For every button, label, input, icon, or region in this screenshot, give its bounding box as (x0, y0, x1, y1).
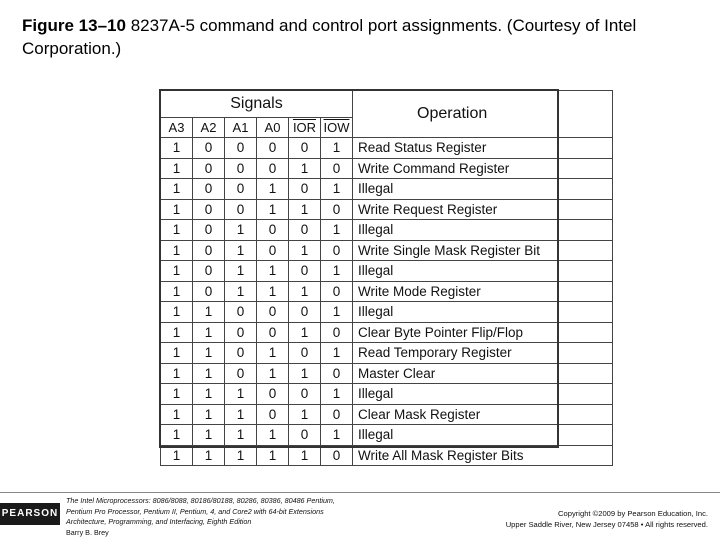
book-line: Architecture, Programming, and Interfacing, Eighth Edition (66, 517, 252, 526)
bit-cell: 1 (161, 138, 193, 159)
bit-cell: 1 (193, 404, 225, 425)
bit-cell: 1 (225, 240, 257, 261)
bit-cell: 1 (289, 240, 321, 261)
bit-cell: 1 (193, 343, 225, 364)
bit-cell: 1 (257, 425, 289, 446)
bit-cell: 1 (257, 445, 289, 466)
table-row (161, 363, 613, 384)
operation-cell: Write Single Mask Register Bit (353, 240, 613, 261)
bit-cell: 0 (289, 343, 321, 364)
bit-cell: 0 (193, 199, 225, 220)
bit-cell: 1 (193, 363, 225, 384)
table-row (161, 158, 613, 179)
bit-cell: 0 (225, 363, 257, 384)
table-row (161, 179, 613, 200)
bit-cell: 1 (321, 302, 353, 323)
bit-cell: 1 (321, 384, 353, 405)
bit-cell: 1 (257, 199, 289, 220)
bit-cell: 1 (193, 322, 225, 343)
bit-cell: 0 (193, 179, 225, 200)
bit-cell: 1 (193, 384, 225, 405)
bit-cell: 0 (289, 220, 321, 241)
table-row (161, 240, 613, 261)
table-row (161, 445, 613, 466)
bit-cell: 1 (321, 220, 353, 241)
bit-cell: 1 (161, 179, 193, 200)
bit-cell: 0 (225, 343, 257, 364)
operation-cell: Illegal (353, 220, 613, 241)
bit-cell: 0 (289, 302, 321, 323)
bit-cell: 0 (225, 138, 257, 159)
operation-cell: Illegal (353, 425, 613, 446)
bit-cell: 1 (321, 138, 353, 159)
operation-cell: Write Mode Register (353, 281, 613, 302)
operation-cell: Illegal (353, 302, 613, 323)
bit-cell: 0 (289, 425, 321, 446)
table-row (161, 404, 613, 425)
operation-header: Operation (353, 91, 613, 138)
bit-cell: 0 (225, 179, 257, 200)
bit-cell: 0 (193, 281, 225, 302)
bit-cell: 1 (161, 445, 193, 466)
bit-cell: 0 (225, 302, 257, 323)
bit-cell: 1 (161, 363, 193, 384)
copyright-line: Upper Saddle River, New Jersey 07458 • All rights reserved. (505, 520, 708, 529)
bit-cell: 1 (321, 343, 353, 364)
bit-cell: 0 (225, 322, 257, 343)
bit-cell: 0 (257, 302, 289, 323)
operation-cell: Write Request Register (353, 199, 613, 220)
bit-cell: 1 (289, 281, 321, 302)
operation-cell: Clear Mask Register (353, 404, 613, 425)
column-header-a2: A2 (193, 118, 225, 138)
bit-cell: 0 (257, 240, 289, 261)
bit-cell: 0 (257, 322, 289, 343)
bit-cell: 0 (289, 384, 321, 405)
bit-cell: 0 (321, 158, 353, 179)
bit-cell: 1 (257, 281, 289, 302)
bit-cell: 1 (289, 158, 321, 179)
table-row (161, 425, 613, 446)
table-row (161, 384, 613, 405)
table-row (161, 199, 613, 220)
book-author: Barry B. Brey (66, 527, 109, 537)
copyright-line: Copyright ©2009 by Pearson Education, Inc. (558, 509, 708, 518)
bit-cell: 0 (193, 240, 225, 261)
bit-cell: 1 (257, 343, 289, 364)
signals-header: Signals (161, 91, 353, 118)
column-header-iow: $\overline{IOW}$ (321, 118, 353, 138)
bit-cell: 0 (321, 240, 353, 261)
bit-cell: 0 (193, 220, 225, 241)
bit-cell: 1 (161, 158, 193, 179)
bit-cell: 0 (257, 384, 289, 405)
bit-cell: 1 (193, 302, 225, 323)
bit-cell: 1 (289, 363, 321, 384)
bit-cell: 1 (225, 425, 257, 446)
column-header-a1: A1 (225, 118, 257, 138)
operation-cell: Write All Mask Register Bits (353, 445, 613, 466)
footer-divider (0, 492, 720, 493)
bit-cell: 1 (161, 425, 193, 446)
pearson-logo: PEARSON (0, 503, 60, 525)
bit-cell: 0 (257, 158, 289, 179)
figure-title (22, 14, 702, 60)
bit-cell: 1 (161, 343, 193, 364)
table-row (161, 343, 613, 364)
table-row (161, 302, 613, 323)
bit-cell: 0 (257, 404, 289, 425)
bit-cell: 0 (225, 199, 257, 220)
bit-cell: 0 (193, 261, 225, 282)
bit-cell: 1 (289, 322, 321, 343)
bit-cell: 1 (193, 445, 225, 466)
table-row (161, 322, 613, 343)
bit-cell: 1 (225, 281, 257, 302)
operation-cell: Illegal (353, 384, 613, 405)
bit-cell: 1 (193, 425, 225, 446)
bit-cell: 1 (289, 445, 321, 466)
bit-cell: 1 (161, 220, 193, 241)
bit-cell: 0 (321, 199, 353, 220)
column-header-a0: A0 (257, 118, 289, 138)
port-assignment-table (160, 90, 613, 466)
bit-cell: 1 (257, 179, 289, 200)
table-row (161, 138, 613, 159)
copyright (408, 508, 708, 530)
operation-cell: Illegal (353, 261, 613, 282)
bit-cell: 1 (161, 322, 193, 343)
bit-cell: 0 (321, 281, 353, 302)
book-line: The Intel Microprocessors: 8086/8088, 80186/80188, 80286, 80386, 80486 Pentium, (66, 496, 335, 505)
bit-cell: 0 (193, 158, 225, 179)
bit-cell: 1 (257, 261, 289, 282)
bit-cell: 1 (225, 220, 257, 241)
table-row (161, 261, 613, 282)
bit-cell: 1 (321, 179, 353, 200)
bit-cell: 1 (161, 240, 193, 261)
bit-cell: 0 (321, 404, 353, 425)
figure-caption: 8237A-5 command and control port assignments. (Courtesy of Intel Corporation.) (22, 16, 637, 58)
operation-cell: Master Clear (353, 363, 613, 384)
book-line: Pentium Pro Processor, Pentium II, Pentium, 4, and Core2 with 64-bit Extensions (66, 506, 324, 516)
bit-cell: 0 (225, 158, 257, 179)
bit-cell: 0 (321, 445, 353, 466)
bit-cell: 0 (257, 138, 289, 159)
bit-cell: 1 (161, 404, 193, 425)
operation-cell: Read Status Register (353, 138, 613, 159)
bit-cell: 0 (193, 138, 225, 159)
bit-cell: 1 (161, 384, 193, 405)
bit-cell: 1 (225, 261, 257, 282)
operation-cell: Read Temporary Register (353, 343, 613, 364)
bit-cell: 0 (321, 322, 353, 343)
table-row (161, 220, 613, 241)
bit-cell: 1 (161, 302, 193, 323)
bit-cell: 0 (257, 220, 289, 241)
bit-cell: 1 (161, 199, 193, 220)
bit-cell: 1 (289, 199, 321, 220)
operation-cell: Illegal (353, 179, 613, 200)
bit-cell: 1 (161, 261, 193, 282)
bit-cell: 1 (321, 261, 353, 282)
bit-cell: 0 (289, 261, 321, 282)
bit-cell: 0 (289, 138, 321, 159)
bit-cell: 1 (321, 425, 353, 446)
bit-cell: 1 (289, 404, 321, 425)
column-header-a3: A3 (161, 118, 193, 138)
figure-label: Figure 13–10 (22, 16, 126, 35)
table-body (161, 138, 613, 466)
bit-cell: 0 (289, 179, 321, 200)
table-row (161, 281, 613, 302)
bit-cell: 1 (225, 384, 257, 405)
bit-cell: 1 (161, 281, 193, 302)
bit-cell: 0 (321, 363, 353, 384)
column-header-ior: $\overline{IOR}$ (289, 118, 321, 138)
operation-cell: Write Command Register (353, 158, 613, 179)
book-citation (66, 496, 396, 538)
bit-cell: 1 (257, 363, 289, 384)
bit-cell: 1 (225, 445, 257, 466)
operation-cell: Clear Byte Pointer Flip/Flop (353, 322, 613, 343)
bit-cell: 1 (225, 404, 257, 425)
